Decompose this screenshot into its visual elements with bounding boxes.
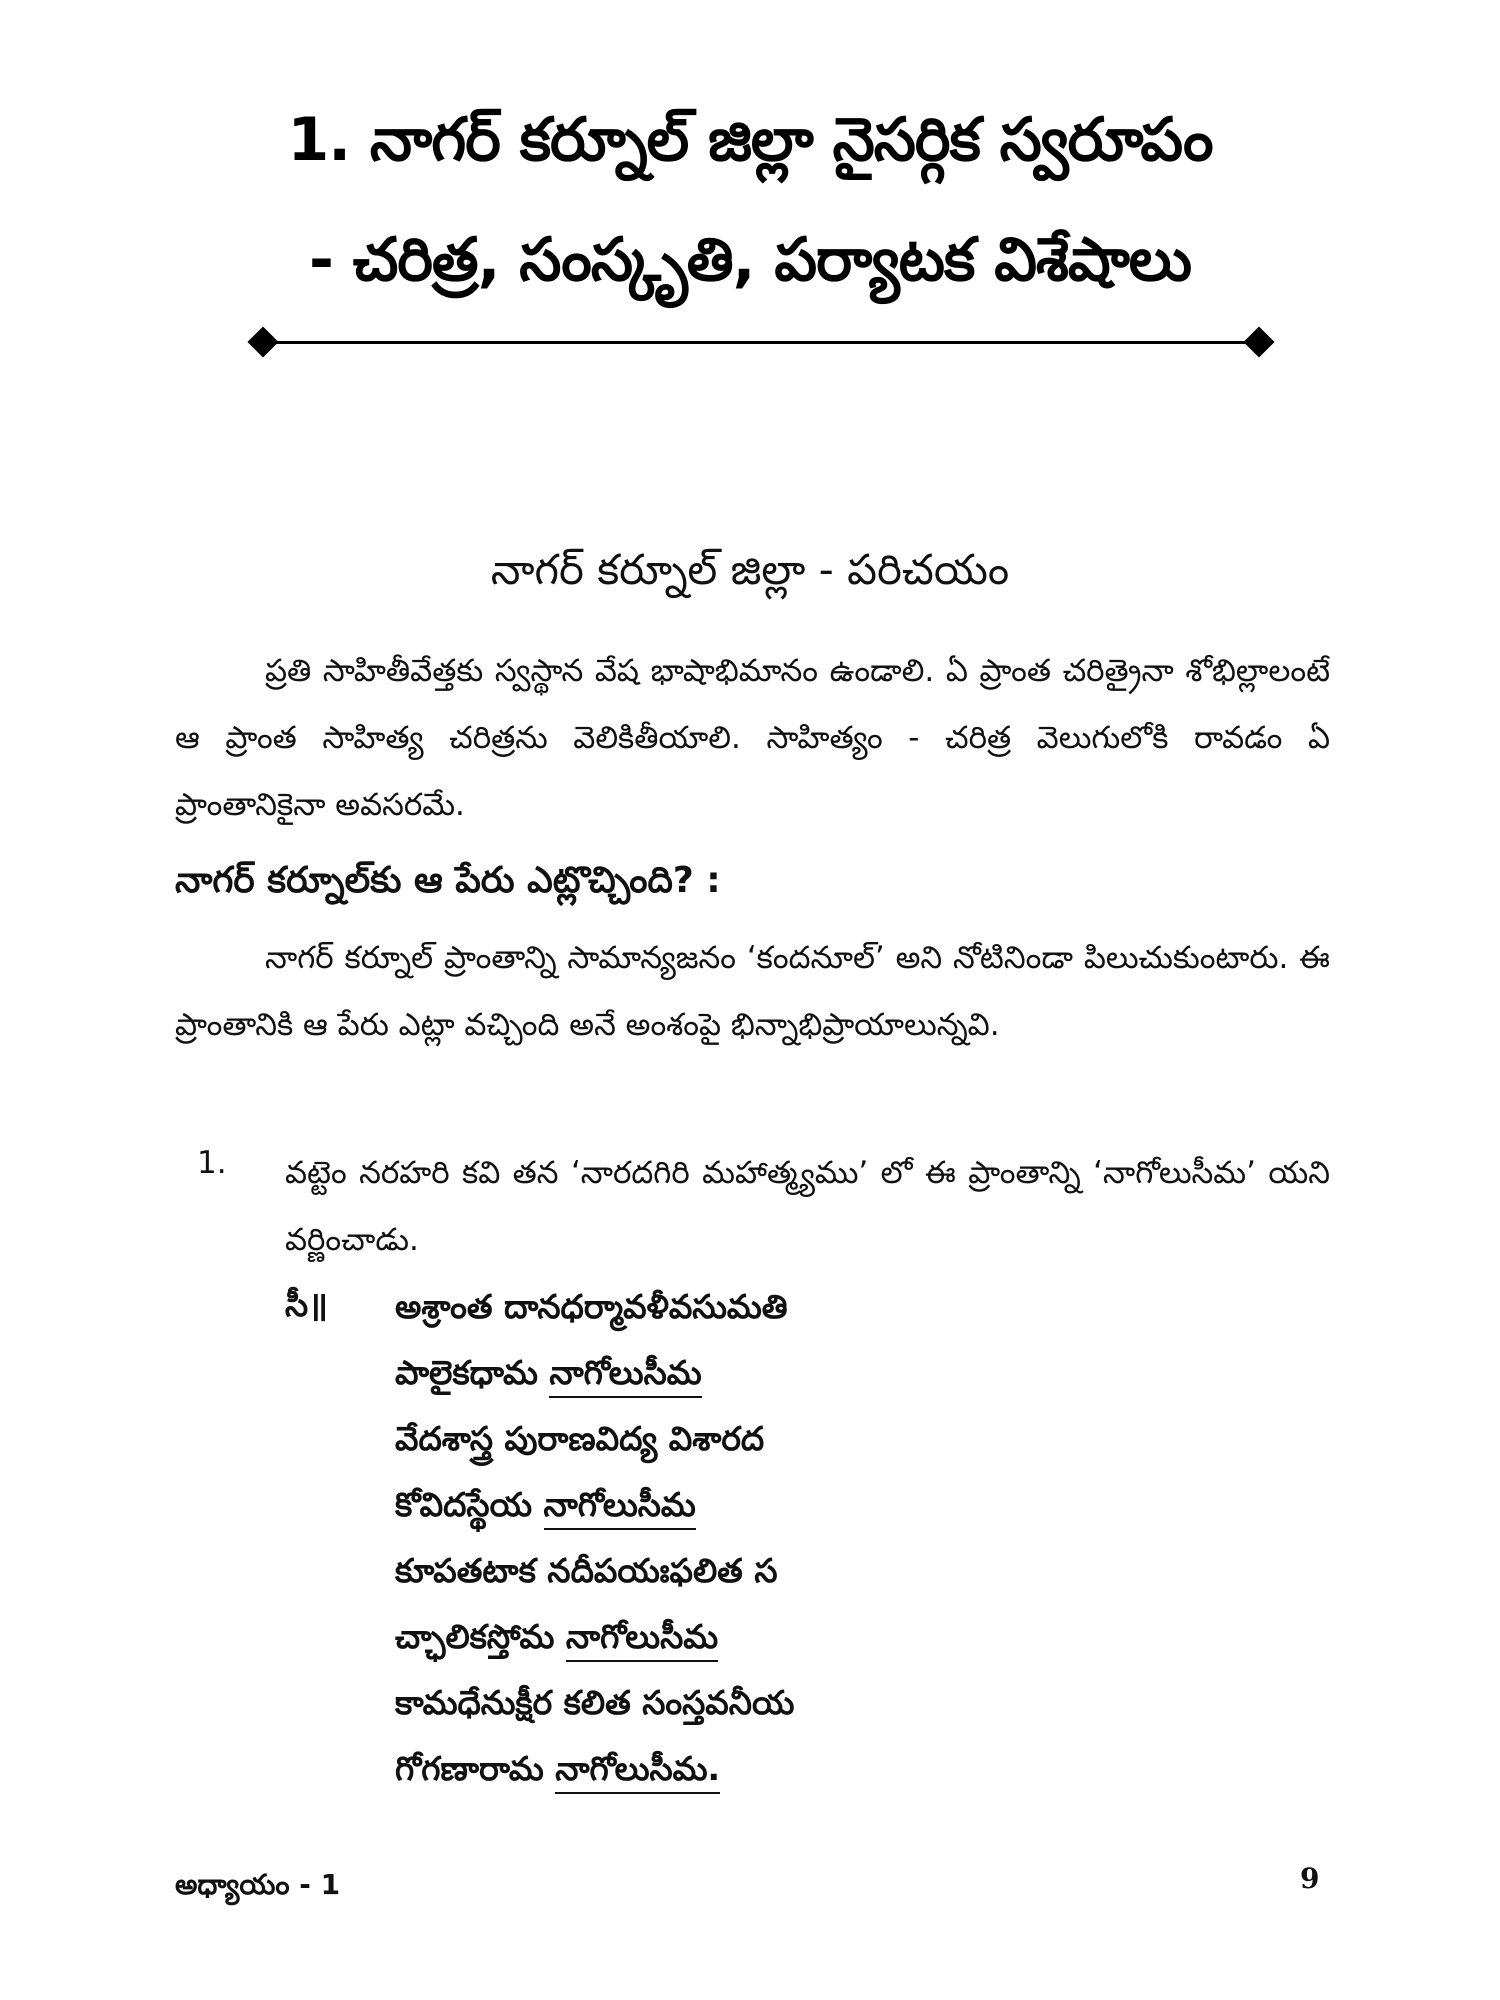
verse-refrain-underlined: నాగోలుసీమ — [549, 1353, 701, 1398]
chapter-title-line-2: - చరిత్ర, సంస్కృతి, పర్యాటక విశేషాలు — [308, 225, 1192, 295]
page-number: 9 — [1300, 1862, 1320, 1895]
verse-line-text: కామధేనుక్షీర కలిత సంస్తవనీయ — [395, 1683, 795, 1722]
question-heading: నాగర్ కర్నూల్‌కు ఆ పేరు ఎట్లొచ్చింది? : — [175, 860, 721, 901]
name-origin-paragraph-text: నాగర్ కర్నూల్ ప్రాంతాన్ని సామాన్యజనం ‘కందనూల్’ అని నోటినిండా పిలుచుకుంటారు. ఈ ప్రాంతానికి ఆ పేరు ఎట్లా వచ్చింది అనే అంశంపై భిన్నాభిప్రాయాలున్నవి. — [175, 940, 1330, 1043]
title-divider-rule — [258, 341, 1256, 344]
intro-paragraph-text: ప్రతి సాహితీవేత్తకు స్వస్థాన వేష భాషాభిమానం ఉండాలి. ఏ ప్రాంత చరిత్రైనా శోభిల్లాలంటే ఆ ప్రాంత సాహిత్య చరిత్రను వెలికితీయాలి. సాహిత్యం - చరిత్ర వెలుగులోకి రావడం ఏ ప్రాంతానికైనా అవసరమే. — [175, 653, 1330, 823]
verse-line — [395, 1546, 794, 1612]
verse-line — [395, 1480, 794, 1546]
verse-line — [395, 1612, 794, 1678]
verse-line-text: కూపతటాక నదీపయఃఫలిత స — [395, 1551, 778, 1590]
intro-paragraph — [175, 638, 1330, 839]
verse-line — [395, 1348, 794, 1414]
rule-right-diamond — [1243, 326, 1274, 357]
verse-line-text: వేదశాస్త్ర పురాణవిద్య విశారద — [395, 1419, 765, 1458]
verse-refrain-underlined: నాగోలుసీమ — [544, 1485, 696, 1530]
verse-line — [395, 1414, 794, 1480]
list-item-text: వట్టెం నరహరి కవి తన ‘నారదగిరి మహాత్మ్యము’ లో ఈ ప్రాంతాన్ని ‘నాగోలుసీమ’ యని వర్ణించాడు. — [285, 1155, 1330, 1258]
verse-line — [395, 1744, 794, 1810]
verse-block — [395, 1282, 794, 1810]
verse-line-text: చ్ఛాలికస్తోమ — [395, 1617, 566, 1656]
verse-refrain-underlined: నాగోలుసీమ — [566, 1617, 718, 1662]
verse-marker: సీ॥ — [285, 1285, 328, 1324]
section-heading: నాగర్ కర్నూల్ జిల్లా - పరిచయం — [490, 545, 1010, 594]
footer-chapter-label: అధ్యాయం - 1 — [175, 1868, 341, 1901]
verse-line — [395, 1678, 794, 1744]
verse-line — [395, 1282, 794, 1348]
verse-line-text: గోగణారామ — [395, 1749, 556, 1788]
verse-line-text: అశ్రాంత దానధర్మావళీవసుమతి — [395, 1287, 788, 1326]
verse-line-text: కోవిదస్థేయ — [395, 1485, 544, 1524]
verse-refrain-underlined: నాగోలుసీమ. — [555, 1749, 720, 1794]
list-item-number: 1. — [197, 1145, 227, 1181]
name-origin-paragraph — [175, 925, 1330, 1059]
verse-line-text: పాలైకధామ — [395, 1353, 550, 1392]
chapter-title-line-1: 1. నాగర్ కర్నూల్ జిల్లా నైసర్గిక స్వరూపం — [287, 105, 1213, 175]
